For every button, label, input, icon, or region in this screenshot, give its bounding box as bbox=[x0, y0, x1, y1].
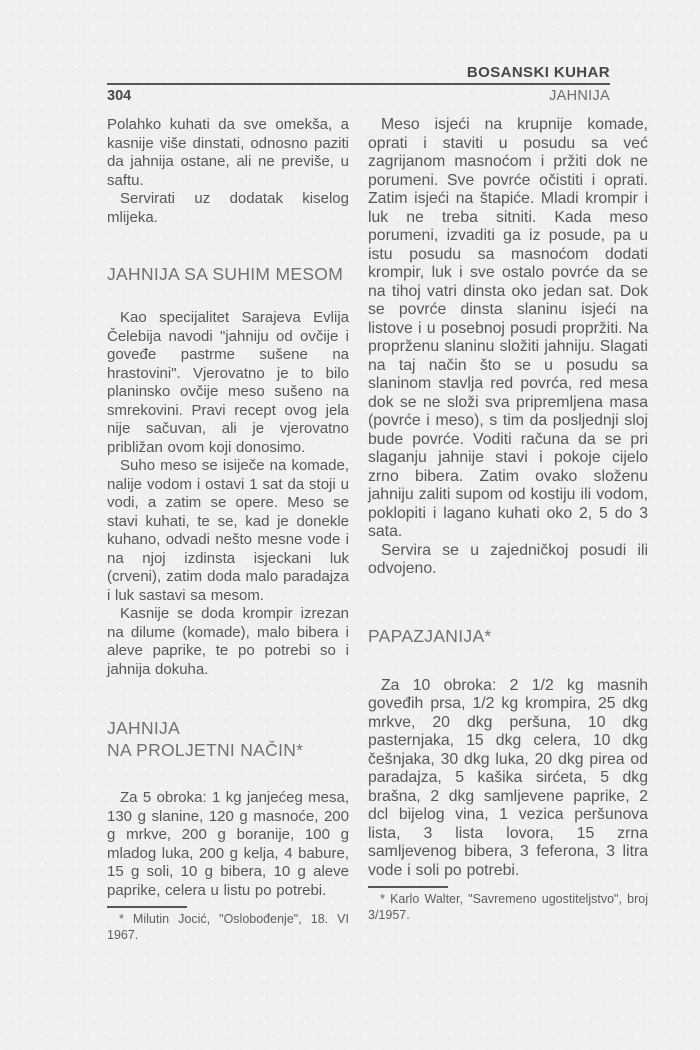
running-head-row bbox=[107, 88, 610, 105]
ingredients-paragraph: Za 5 obroka: 1 kg janjećeg mesa, 130 g slanine, 120 g masnoće, 200 g mrkve, 200 g boranije, 100 g mladog luka, 200 g kelja, 4 babure, 15 g soli, 10 g bibera, 10 g aleve paprike, celera u listu po potrebi. bbox=[107, 789, 349, 899]
page-content bbox=[107, 64, 648, 943]
footnote-rule bbox=[368, 886, 448, 888]
footnote-right bbox=[368, 886, 648, 923]
footnote-text: * Karlo Walter, "Savremeno ugostiteljstvo", broj 3/1957. bbox=[368, 892, 648, 922]
footnote-text: * Milutin Jocić, "Oslobođenje", 18. VI 1967. bbox=[107, 912, 349, 942]
chapter-title: JAHNIJA bbox=[549, 88, 610, 104]
ingredients-paragraph: Za 10 obroka: 2 1/2 kg masnih goveđih prsa, 1/2 kg krompira, 25 dkg mrkve, 20 dkg peršuna, 10 dkg pasternjaka, 15 dkg celera, 10 dkg češnjaka, 30 dkg luka, 20 dkg pirea od paradajza, 5 kašika sirćeta, 5 dkg brašna, 2 dkg samljevene paprike, 2 dcl bijelog vina, 1 vezica peršunova lista, 3 lista lovora, 15 zrna samljevenog bibera, 3 feferona, 3 litra vode i soli po potrebi. bbox=[368, 676, 648, 879]
two-column-text bbox=[107, 116, 648, 943]
body-paragraph: Polahko kuhati da sve omekša, a kasnije više dinstati, odnosno paziti da jahnija ostane, ali ne previše, u saftu. bbox=[107, 116, 349, 189]
recipe-title-jahnija-sa-suhim-mesom: JAHNIJA SA SUHIM MESOM bbox=[107, 264, 344, 284]
page-number: 304 bbox=[107, 88, 132, 104]
footnote-rule bbox=[107, 906, 187, 908]
book-title: BOSANSKI KUHAR bbox=[107, 64, 610, 85]
body-paragraph: Suho meso se isiječe na komade, nalije vodom i ostavi 1 sat da stoji u vodi, a zatim se opere. Meso se stavi kuhati, te se, kad je donekle kuhano, odvadi nešto mesne vode i na njoj izdinsta isjeckani luk (crveni), zatim doda malo paradajza i luk sastavi sa mesom. bbox=[107, 457, 349, 604]
recipe-title-line: NA PROLJETNI NAČIN* bbox=[107, 740, 304, 760]
body-paragraph: Servira se u zajedničkoj posudi ili odvojeno. bbox=[368, 541, 648, 577]
recipe-title-line: JAHNIJA bbox=[107, 718, 181, 738]
right-column bbox=[368, 116, 648, 943]
left-column bbox=[107, 116, 349, 943]
body-paragraph: Kasnije se doda krompir izrezan na dilume (komade), malo bibera i aleve paprike, te po potrebi so i jahnija dokuha. bbox=[107, 605, 349, 678]
body-paragraph: Kao specijalitet Sarajeva Evlija Čelebija navodi "jahniju od ovčije i goveđe pastrme sušene na hrastovini". Vjerovatno je to bilo planinsko ovčije meso sušeno na smrekovini. Pravi recept ovog jela nije sačuvan, ali je vjerovatno približan ovom koji donosimo. bbox=[107, 309, 349, 456]
recipe-title-papazjanija: PAPAZJANIJA* bbox=[368, 625, 492, 646]
body-paragraph: Servirati uz dodatak kiselog mlijeka. bbox=[107, 190, 349, 226]
footnote-left bbox=[107, 906, 349, 943]
recipe-title-jahnija-na-proljetni-nacin bbox=[107, 717, 349, 761]
body-paragraph: Meso isjeći na krupnije komade, oprati i staviti u posudu sa već zagrijanom masnoćom i pržiti dok ne porumeni. Sve povrće očistiti i oprati. Zatim isjeći na štapiće. Mladi krompir i luk ne treba sitniti. Kada meso porumeni, izvaditi ga iz posude, pa u istu posudu sa masnoćom dodati krompir, luk i sve ostalo povrće da se na tihoj vatri dinsta oko jedan sat. Dok se povrće dinsta slaninu isjeći na listove i u posebnoj posudi propržiti. Na proprženu slaninu složiti jahniju. Slagati na taj način što se u posudu sa slaninom stavlja red povrća, red mesa dok se ne složi sva pripremljena masa (povrće i meso), s tim da posljednji sloj bude povrće. Voditi računa da se pri slaganju jahnije stavi i pokoje cijelo zrno bibera. Zatim ovako složenu jahniju zaliti supom od kostiju ili vodom, poklopiti i lagano kuhati oko 2, 5 do 3 sata. bbox=[368, 116, 648, 540]
running-head bbox=[107, 64, 610, 105]
